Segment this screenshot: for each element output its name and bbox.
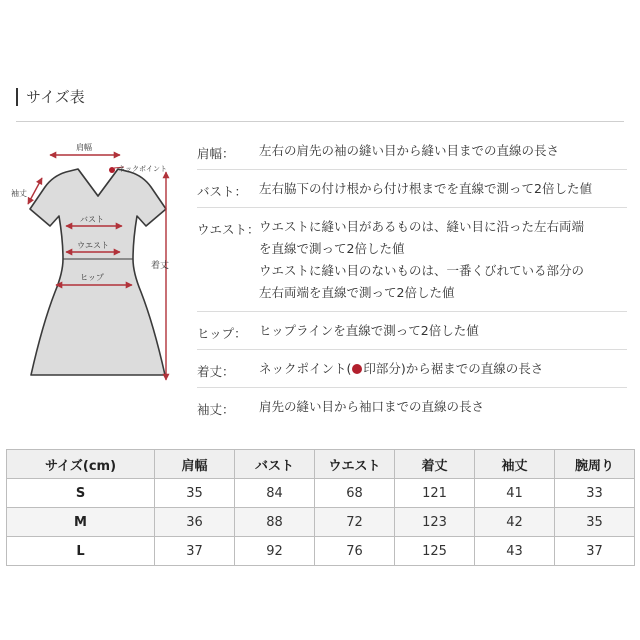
neck-point-dot-icon <box>352 364 362 374</box>
table-cell: 72 <box>315 508 395 537</box>
neck-point-label: ネックポイント <box>118 165 167 173</box>
table-cell: 37 <box>555 537 635 566</box>
table-cell: 43 <box>475 537 555 566</box>
definition-text <box>259 358 637 380</box>
column-header: 着丈 <box>395 450 475 479</box>
definition-line: ウエストに縫い目があるものは、縫い目に沿った左右両端 <box>259 219 585 234</box>
waist-label: ウエスト <box>77 241 109 250</box>
hip-label: ヒップ <box>80 273 104 282</box>
definition-text <box>259 216 637 304</box>
definition-separator <box>197 311 627 312</box>
bust-label: バスト <box>80 215 104 224</box>
table-cell: 41 <box>475 479 555 508</box>
length-label: 着丈 <box>151 261 170 271</box>
column-header: 腕周り <box>555 450 635 479</box>
title-divider <box>16 121 624 122</box>
definition-line: ウエストに縫い目のないものは、一番くびれている部分の <box>259 263 585 278</box>
definition-label: バスト： <box>197 184 248 199</box>
table-cell: 92 <box>235 537 315 566</box>
column-header: バスト <box>235 450 315 479</box>
shoulder-label: 肩幅 <box>76 143 92 152</box>
definition-line: 肩先の縫い目から袖口までの直線の長さ <box>259 399 485 414</box>
table-cell: 35 <box>155 479 235 508</box>
definition-line: 左右両端を直線で測って2倍した値 <box>259 285 455 300</box>
table-cell: 42 <box>475 508 555 537</box>
column-header: 袖丈 <box>475 450 555 479</box>
definition-text-part: 印部分)から裾までの直線の長さ <box>363 361 544 376</box>
definition-separator <box>197 349 627 350</box>
table-row <box>7 508 635 537</box>
sleeve-label: 袖丈 <box>11 189 27 198</box>
definition-text <box>259 140 637 162</box>
title-text: サイズ表 <box>26 88 85 106</box>
table-cell: 88 <box>235 508 315 537</box>
definition-line: ヒップラインを直線で測って2倍した値 <box>259 323 479 338</box>
title-accent-bar <box>16 88 18 106</box>
column-header: サイズ(cm) <box>7 450 155 479</box>
table-cell: 84 <box>235 479 315 508</box>
definition-label: 着丈： <box>197 364 235 379</box>
definition-text <box>259 320 637 342</box>
definition-label: ヒップ： <box>197 326 247 341</box>
definition-line: を直線で測って2倍した値 <box>259 241 405 256</box>
definition-separator <box>197 207 627 208</box>
table-cell: 121 <box>395 479 475 508</box>
size-table <box>6 449 635 566</box>
table-cell: 35 <box>555 508 635 537</box>
definition-label: ウエスト： <box>197 222 260 237</box>
column-header: ウエスト <box>315 450 395 479</box>
table-row <box>7 537 635 566</box>
dress-silhouette <box>30 169 166 375</box>
table-cell: 68 <box>315 479 395 508</box>
dress-measurement-diagram <box>6 130 196 400</box>
definition-separator <box>197 387 627 388</box>
definition-text-part: ネックポイント( <box>259 361 352 376</box>
table-cell: L <box>7 537 155 566</box>
definition-separator <box>197 169 627 170</box>
table-cell: 36 <box>155 508 235 537</box>
definition-line: 左右の肩先の袖の縫い目から縫い目までの直線の長さ <box>259 143 560 158</box>
table-cell: M <box>7 508 155 537</box>
definition-label: 肩幅： <box>197 146 235 161</box>
definition-label: 袖丈： <box>197 402 235 417</box>
table-header-row <box>7 450 635 479</box>
definition-line <box>259 358 637 380</box>
column-header: 肩幅 <box>155 450 235 479</box>
table-cell: S <box>7 479 155 508</box>
definition-line: 左右脇下の付け根から付け根までを直線で測って2倍した値 <box>259 181 592 196</box>
definition-text <box>259 178 637 200</box>
table-row <box>7 479 635 508</box>
definition-text <box>259 396 637 418</box>
table-cell: 123 <box>395 508 475 537</box>
table-cell: 76 <box>315 537 395 566</box>
table-cell: 125 <box>395 537 475 566</box>
table-cell: 37 <box>155 537 235 566</box>
table-cell: 33 <box>555 479 635 508</box>
